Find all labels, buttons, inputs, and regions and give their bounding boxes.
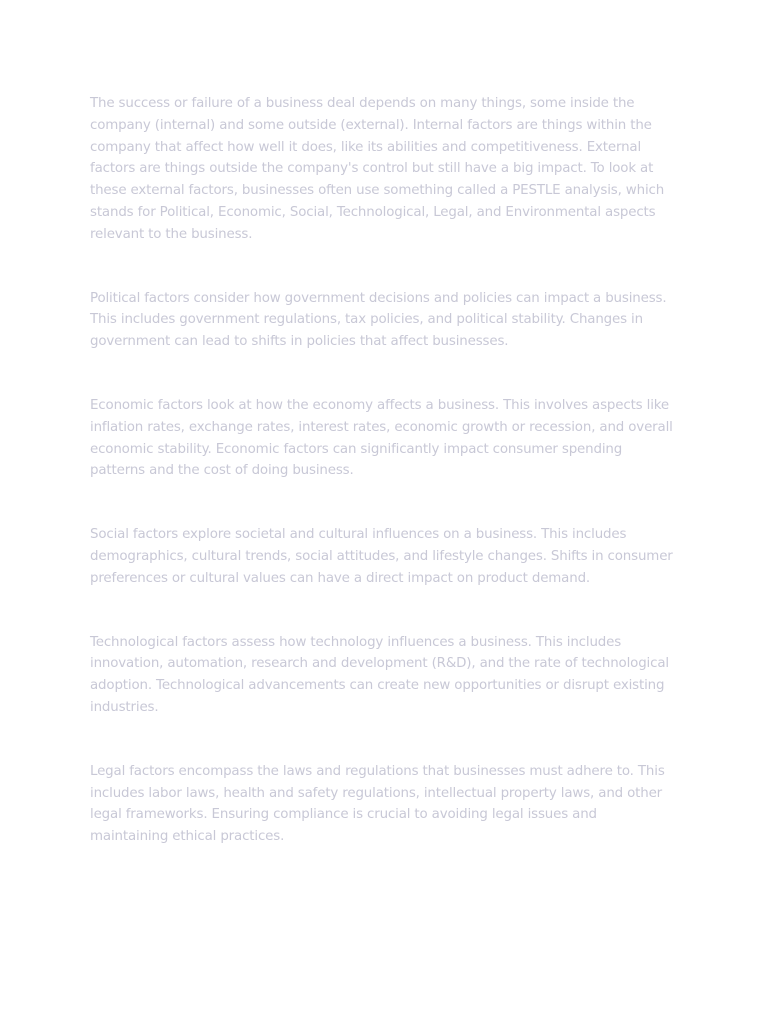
paragraph-technological: Technological factors assess how technology influences a business. This includes innovation, automation, research and development (R&D), and the rate of technological adoption. Technological advancements can create new opportunities or disrupt existing industries. [90, 634, 669, 715]
paragraph-economic: Economic factors look at how the economy affects a business. This involves aspects like inflation rates, exchange rates, interest rates, economic growth or recession, and overall economic stability. Economic factors can significantly impact consumer spending patterns and the cost of doing business. [90, 397, 673, 479]
paragraph-legal: Legal factors encompass the laws and regulations that businesses must adhere to. This includes labor laws, health and safety regulations, intellectual property laws, and other legal frameworks. Ensuring compliance is crucial to avoiding legal issues and maintaining ethical practices. [90, 763, 665, 845]
document-body [90, 93, 676, 848]
paragraph-social: Social factors explore societal and cultural influences on a business. This includes demographics, cultural trends, social attitudes, and lifestyle changes. Shifts in consumer preferences or cultural values can have a direct impact on product demand. [90, 527, 673, 586]
paragraph-intro: The success or failure of a business deal depends on many things, some inside the company (internal) and some outside (external). Internal factors are things within the company that affect how well it does, like its abilities and competitiveness. External factors are things outside the company's control but still have a big impact. To look at these external factors, businesses often use something called a PESTLE analysis, which stands for Political, Economic, Social, Technological, Legal, and Environmental aspects relevant to the business. [90, 96, 665, 242]
paragraph-political: Political factors consider how government decisions and policies can impact a business. This includes government regulations, tax policies, and political stability. Changes in government can lead to shifts in policies that affect businesses. [90, 290, 667, 350]
